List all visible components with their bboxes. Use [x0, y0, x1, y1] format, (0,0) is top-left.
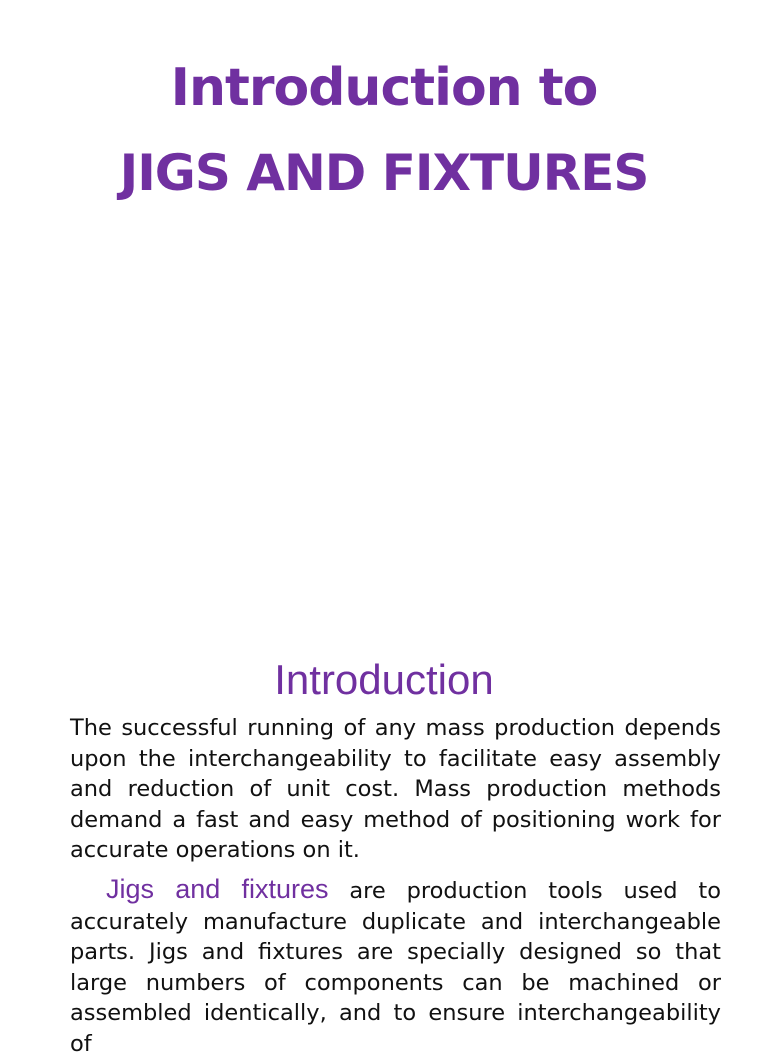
title-line-1: Introduction to — [170, 58, 598, 118]
paragraph-1: The successful running of any mass production depends upon the interchangeability to facilitate easy assembly and reduction of unit cost. Mass production methods demand a fast and easy method of positioning work for accurate operations on it. — [70, 715, 721, 863]
jigs-and-fixtures-highlight: Jigs and fixtures — [106, 874, 329, 904]
title-line-2: JIGS AND FIXTURES — [119, 144, 649, 202]
section-heading: Introduction — [274, 656, 494, 703]
slide-title — [0, 48, 768, 218]
paragraph-2-text: are production tools used to accurately manufacture duplicate and interchangeable parts. Jigs and fixtures are specially designed so that large numbers of components can be machined or assembled identically, and to ensure interchangeability of — [70, 878, 721, 1057]
paragraph-2 — [70, 874, 721, 1059]
